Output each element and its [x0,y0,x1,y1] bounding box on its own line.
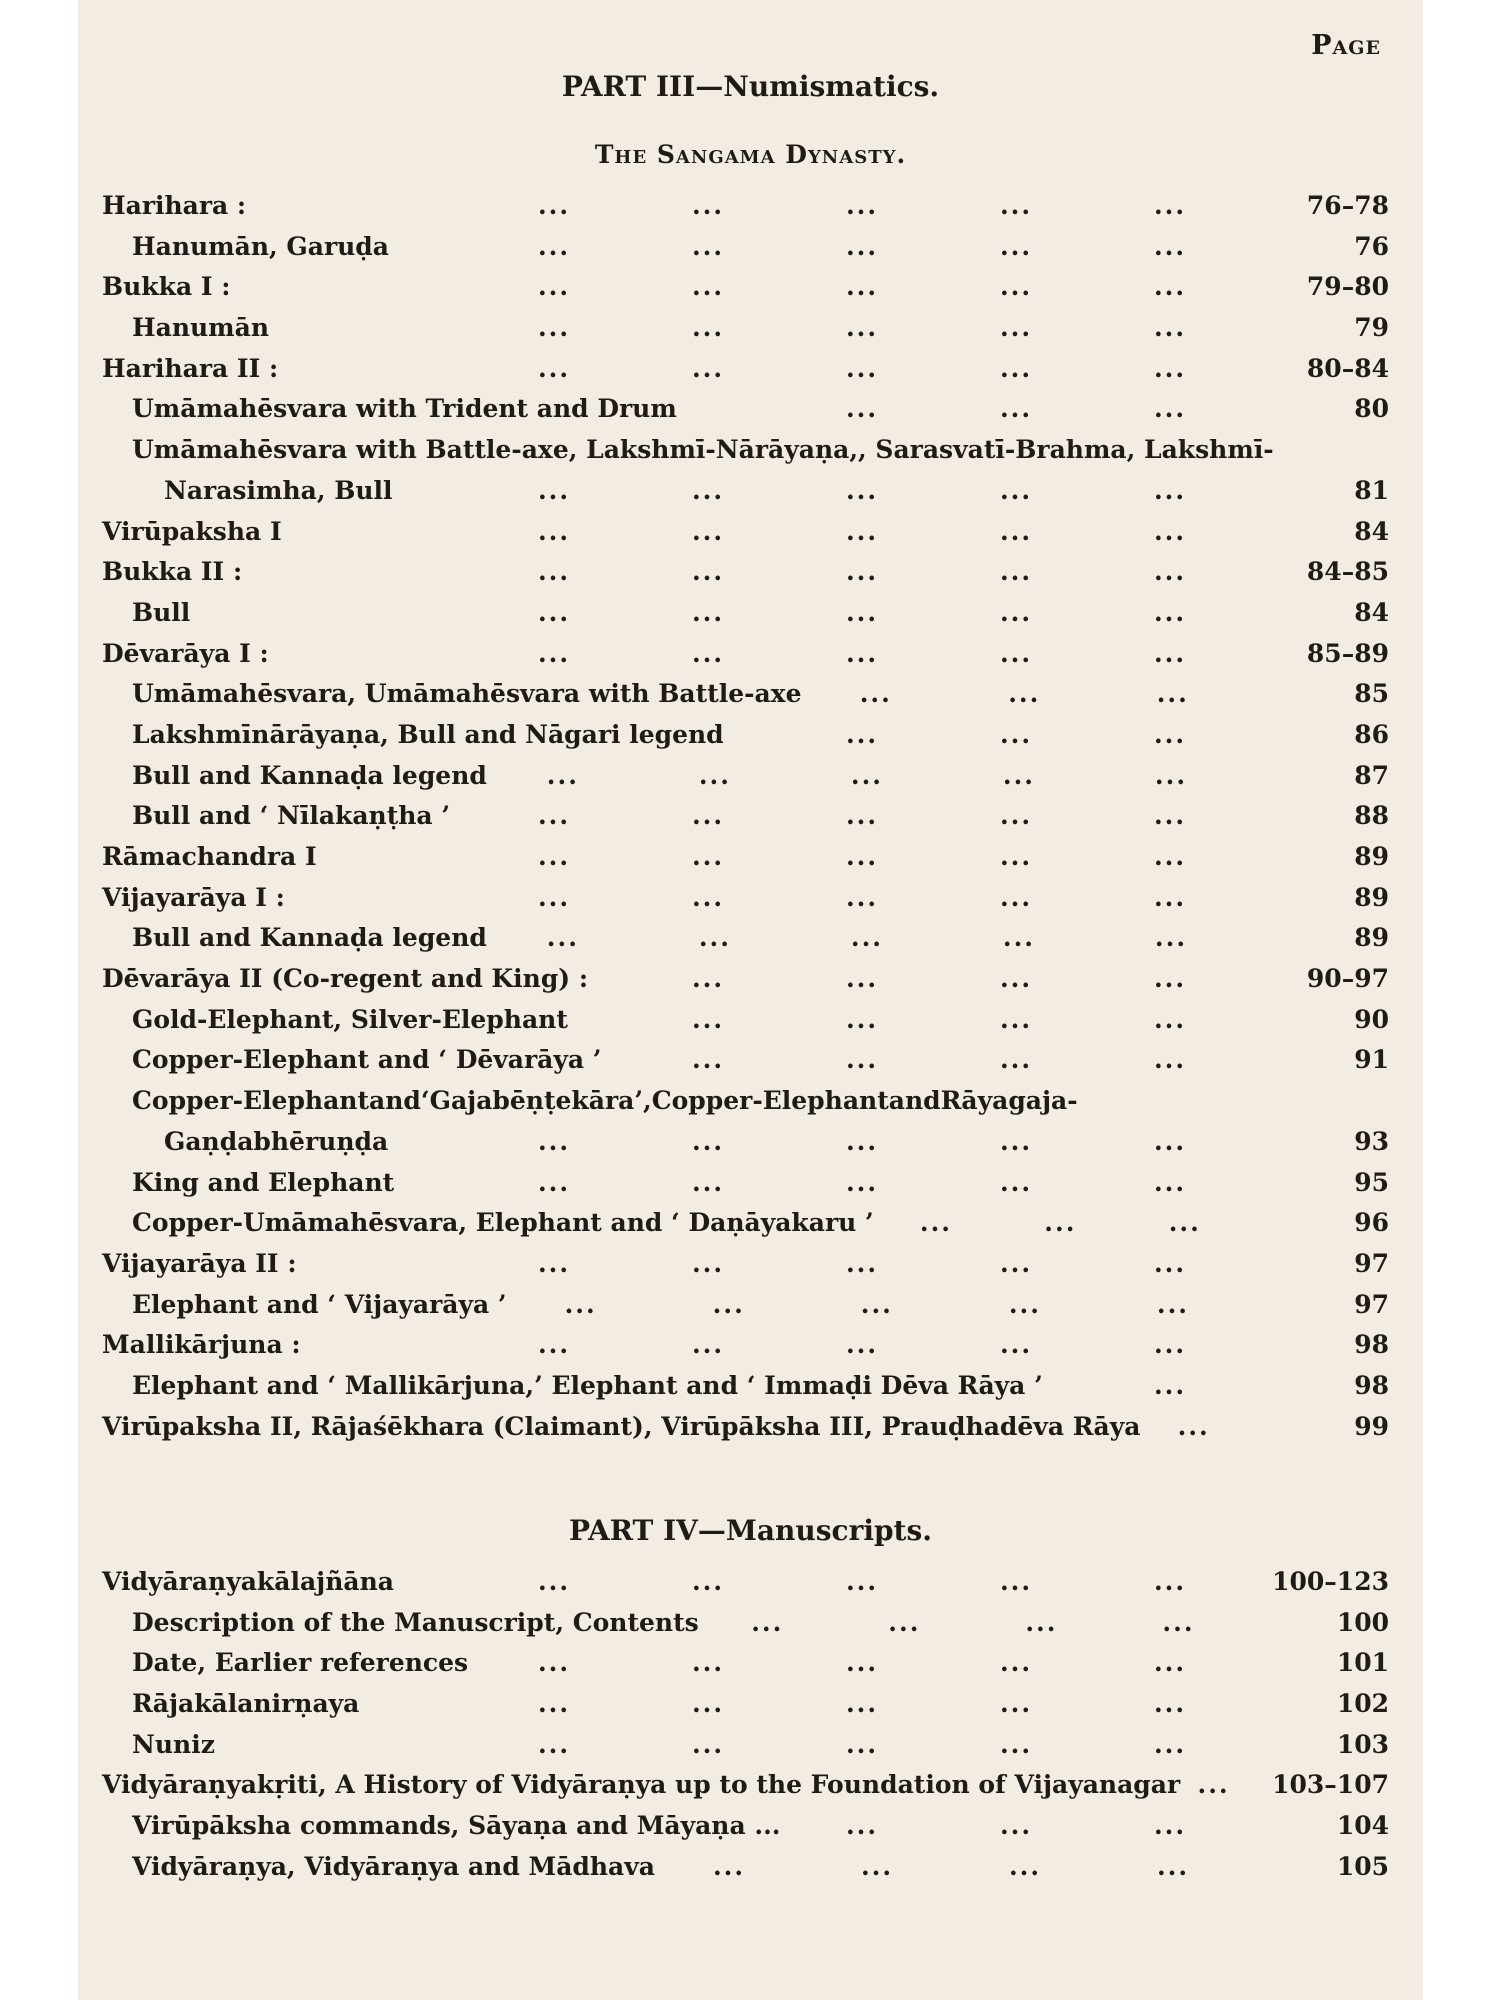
justified-word: ‘ [420,1086,430,1116]
toc-entry-title: Copper-Elephant and ‘ Dēvarāya ’ [132,1045,602,1075]
document-page [78,0,1423,2000]
toc-entry [102,227,1389,268]
leader-dots: ... ... ... ... ... [537,1689,1187,1719]
toc-entry-page: 103 [1336,1729,1389,1759]
toc-entry-title: Virūpaksha II, Rājaśēkhara (Claimant), Virūpāksha III, Prauḍhadēva Rāya [102,1411,1141,1441]
toc-entry-title: Dēvarāya II (Co-regent and King) : [102,964,589,994]
toc-entry [102,1847,1389,1888]
toc-entry [102,1562,1389,1603]
toc-entry [102,837,1389,878]
toc-entry [102,1407,1389,1448]
toc-entry-page: 85 [1354,679,1389,709]
leader-dots: ... ... ... ... ... [537,313,1187,343]
toc-entry-page: 97 [1354,1289,1389,1319]
leader-dots: ... ... ... [845,719,1187,749]
toc-entry-title: Date, Earlier references [132,1648,469,1678]
toc-entry [102,715,1389,756]
toc-entry-title: Vijayarāya I : [102,882,285,912]
toc-entry-page: 101 [1336,1648,1389,1678]
leader-dots: ... ... ... ... ... [537,1648,1187,1678]
leader-dots: ... ... ... ... ... [537,1248,1187,1278]
toc-entry [102,1244,1389,1285]
leader-dots: ... ... ... ... ... [537,557,1187,587]
toc-entry [102,1643,1389,1684]
leader-dots: ... [1153,1370,1187,1400]
toc-entry-page: 100 [1336,1607,1389,1637]
leader-dots: ... ... ... ... ... [537,231,1187,261]
toc-entry-page: 80 [1354,394,1389,424]
part-3-subtitle: The Sangama Dynasty. [594,140,907,169]
leader-dots: ... ... ... ... ... [537,1330,1187,1360]
toc-entry-title: Hanumān [132,313,269,343]
justified-word: and [888,1086,941,1116]
toc-entry-title: Bull and Kannaḍa legend [132,923,487,953]
leader-dots: ... ... ... ... [691,1045,1187,1075]
toc-entry [102,1603,1389,1644]
leader-dots: ... ... ... ... ... [537,1126,1187,1156]
toc-entry [102,918,1389,959]
leader-dots: ... ... ... ... [751,1607,1195,1637]
toc-entry [102,308,1389,349]
toc-entry [102,796,1389,837]
toc-entry-page: 102 [1336,1689,1389,1719]
toc-entry-title: Vidyāraṇya, Vidyāraṇya and Mādhava [132,1851,655,1881]
toc-entry-page: 81 [1354,475,1389,505]
toc-entry [102,634,1389,675]
leader-dots: ... ... ... ... ... [537,475,1187,505]
toc-entry [102,593,1389,634]
toc-entry-title [102,1081,1268,1122]
toc-entry [102,349,1389,390]
toc-entry-title: Harihara II : [102,353,279,383]
toc-entry [102,1040,1389,1081]
toc-entry-title: Umāmahēsvara with Battle-axe, Lakshmī-Nārāyaṇa,, Sarasvatī-Brahma, Lakshmī- [132,435,1274,465]
toc-entry-title: Vidyāraṇyakālajñāna [102,1567,394,1596]
toc-entry-page: 85–89 [1306,638,1389,668]
toc-entry-page: 103–107 [1272,1770,1389,1800]
leader-dots: ... ... ... ... ... [537,191,1187,220]
toc-entry [102,1163,1389,1204]
toc-entry-page: 76–78 [1306,191,1389,220]
toc-entry-page: 99 [1354,1411,1389,1441]
toc-entry-title: Bull [132,597,191,627]
toc-entry [102,1325,1389,1366]
toc-entry-page: 88 [1354,801,1389,831]
toc-entry-page: 93 [1354,1126,1389,1156]
leader-dots: ... ... ... [859,679,1189,709]
leader-dots: ... ... ... ... [691,964,1187,994]
toc-entry [102,1806,1389,1847]
toc-entry-title: Bull and ‘ Nīlakaṇṭha ’ [132,801,451,831]
toc-entry-page: 86 [1354,719,1389,749]
toc-entry-page: 98 [1354,1370,1389,1400]
justified-word: ’, [634,1086,652,1116]
toc-entry [102,512,1389,553]
toc-entry-page: 79 [1354,313,1389,343]
toc-entry-page: 98 [1354,1330,1389,1360]
toc-entry-page: 95 [1354,1167,1389,1197]
toc-entry-page: 104 [1336,1811,1389,1841]
leader-dots: ... ... ... ... [712,1851,1190,1881]
leader-dots: ... ... ... ... ... [537,353,1187,383]
toc-entry-title: King and Elephant [132,1167,395,1197]
toc-entry [102,1122,1389,1163]
toc-entry-page: 105 [1336,1851,1389,1881]
toc-entry-title: Rāmachandra I [102,842,317,871]
leader-dots: ... [1197,1770,1230,1800]
toc-entry [102,1285,1389,1326]
toc-entry-page: 76 [1354,231,1389,261]
toc-entry-title: Nuniz [132,1729,215,1759]
toc-entry [102,1684,1389,1725]
leader-dots: ... [1177,1411,1210,1441]
toc-entry-title: Description of the Manuscript, Contents [132,1607,699,1637]
toc-entry-page: 96 [1354,1208,1389,1238]
toc-entry-title: Copper-Umāmahēsvara, Elephant and ‘ Daṇāyakaru ’ [132,1208,874,1238]
leader-dots: ... ... ... ... ... [537,801,1187,831]
toc-entry [102,1366,1389,1407]
toc-entry [102,1000,1389,1041]
leader-dots: ... ... ... [919,1208,1201,1238]
leader-dots: ... ... ... ... ... [537,1729,1187,1759]
toc-entry-title: Mallikārjuna : [102,1330,301,1360]
toc-entry-title: Bukka I : [102,272,231,302]
toc-entry [102,1765,1389,1806]
toc-entry [102,186,1389,227]
justified-word: Gajabēṇṭekāra [429,1086,635,1116]
toc-entry [102,389,1389,430]
justified-word: Copper-Elephant [132,1086,370,1116]
part-4-contents [102,1562,1389,1888]
part-4-title: PART IV—Manuscripts. [568,1514,932,1547]
toc-entry-page: 90 [1354,1004,1389,1034]
toc-entry-title: Rājakālanirṇaya [132,1689,360,1719]
toc-entry-title: Bukka II : [102,557,243,587]
toc-entry-title: Elephant and ‘ Mallikārjuna,’ Elephant and ‘ Immaḍi Dēva Rāya ’ [132,1370,1043,1400]
toc-entry [102,756,1389,797]
toc-entry-page: 84–85 [1306,557,1389,587]
leader-dots: ... ... ... [845,394,1187,424]
toc-entry [102,430,1389,471]
justified-word: Rāyagaja- [940,1086,1078,1116]
toc-entry-page: 90–97 [1306,964,1389,994]
toc-entry [102,1081,1389,1122]
justified-word: and [369,1086,421,1116]
leader-dots: ... ... ... ... ... [537,842,1187,871]
toc-entry-title: Virūpāksha commands, Sāyaṇa and Māyaṇa ... [132,1811,781,1841]
toc-entry-title: Gaṇḍabhēruṇḍa [164,1126,389,1156]
toc-entry [102,552,1389,593]
toc-entry-page: 84 [1354,597,1389,627]
toc-entry-title: Umāmahēsvara, Umāmahēsvara with Battle-axe [132,679,802,709]
part-3-contents [102,186,1389,1447]
leader-dots: ... ... ... ... [691,1004,1187,1034]
toc-entry-title: Vijayarāya II : [102,1248,297,1278]
toc-entry-title: Dēvarāya I : [102,638,269,668]
toc-entry-page: 91 [1354,1045,1389,1075]
toc-entry-title: Bull and Kannaḍa legend [132,760,487,790]
toc-entry [102,959,1389,1000]
leader-dots: ... ... ... ... ... [537,882,1187,912]
toc-entry-page: 79–80 [1306,272,1389,302]
leader-dots: ... ... ... ... ... [564,1289,1190,1319]
toc-entry-page: 80–84 [1306,353,1389,383]
toc-entry-page: 84 [1354,516,1389,546]
part-3-title: PART III—Numismatics. [561,70,940,103]
toc-entry-title: Vidyāraṇyakṛiti, A History of Vidyāraṇya up to the Foundation of Vijayanagar [102,1770,1181,1800]
toc-entry-page: 87 [1354,760,1389,790]
toc-entry-title: Elephant and ‘ Vijayarāya ’ [132,1289,507,1319]
toc-entry [102,878,1389,919]
toc-entry [102,471,1389,512]
toc-entry [102,267,1389,308]
leader-dots: ... ... ... ... ... [546,760,1188,790]
leader-dots: ... ... ... ... ... [537,1167,1187,1197]
toc-entry-title: Lakshmīnārāyaṇa, Bull and Nāgari legend [132,719,724,749]
leader-dots: ... ... ... ... ... [537,638,1187,668]
toc-entry [102,1203,1389,1244]
toc-entry-page: 89 [1354,923,1389,953]
leader-dots: ... ... ... ... ... [537,272,1187,302]
leader-dots: ... ... ... ... ... [537,597,1187,627]
toc-entry [102,1725,1389,1766]
leader-dots: ... ... ... ... ... [537,1567,1187,1596]
toc-entry-title: Hanumān, Garuḍa [132,231,389,261]
leader-dots: ... ... ... ... ... [546,923,1188,953]
toc-entry-page: 89 [1354,842,1389,871]
toc-entry-title: Narasimha, Bull [164,475,393,505]
toc-entry-title: Gold-Elephant, Silver-Elephant [132,1004,568,1034]
toc-entry-page: 100–123 [1272,1567,1389,1596]
toc-entry-page: 97 [1354,1248,1389,1278]
justified-word: Copper-Elephant [651,1086,889,1116]
toc-entry-title: Harihara : [102,191,247,220]
toc-entry-title: Umāmahēsvara with Trident and Drum [132,394,677,424]
leader-dots: ... ... ... ... ... [537,516,1187,546]
toc-entry [102,674,1389,715]
toc-entry-page: 89 [1354,882,1389,912]
page-column-heading: Page [1311,30,1381,61]
toc-entry-title: Virūpaksha I [102,516,282,546]
leader-dots: ... ... ... [845,1811,1187,1841]
